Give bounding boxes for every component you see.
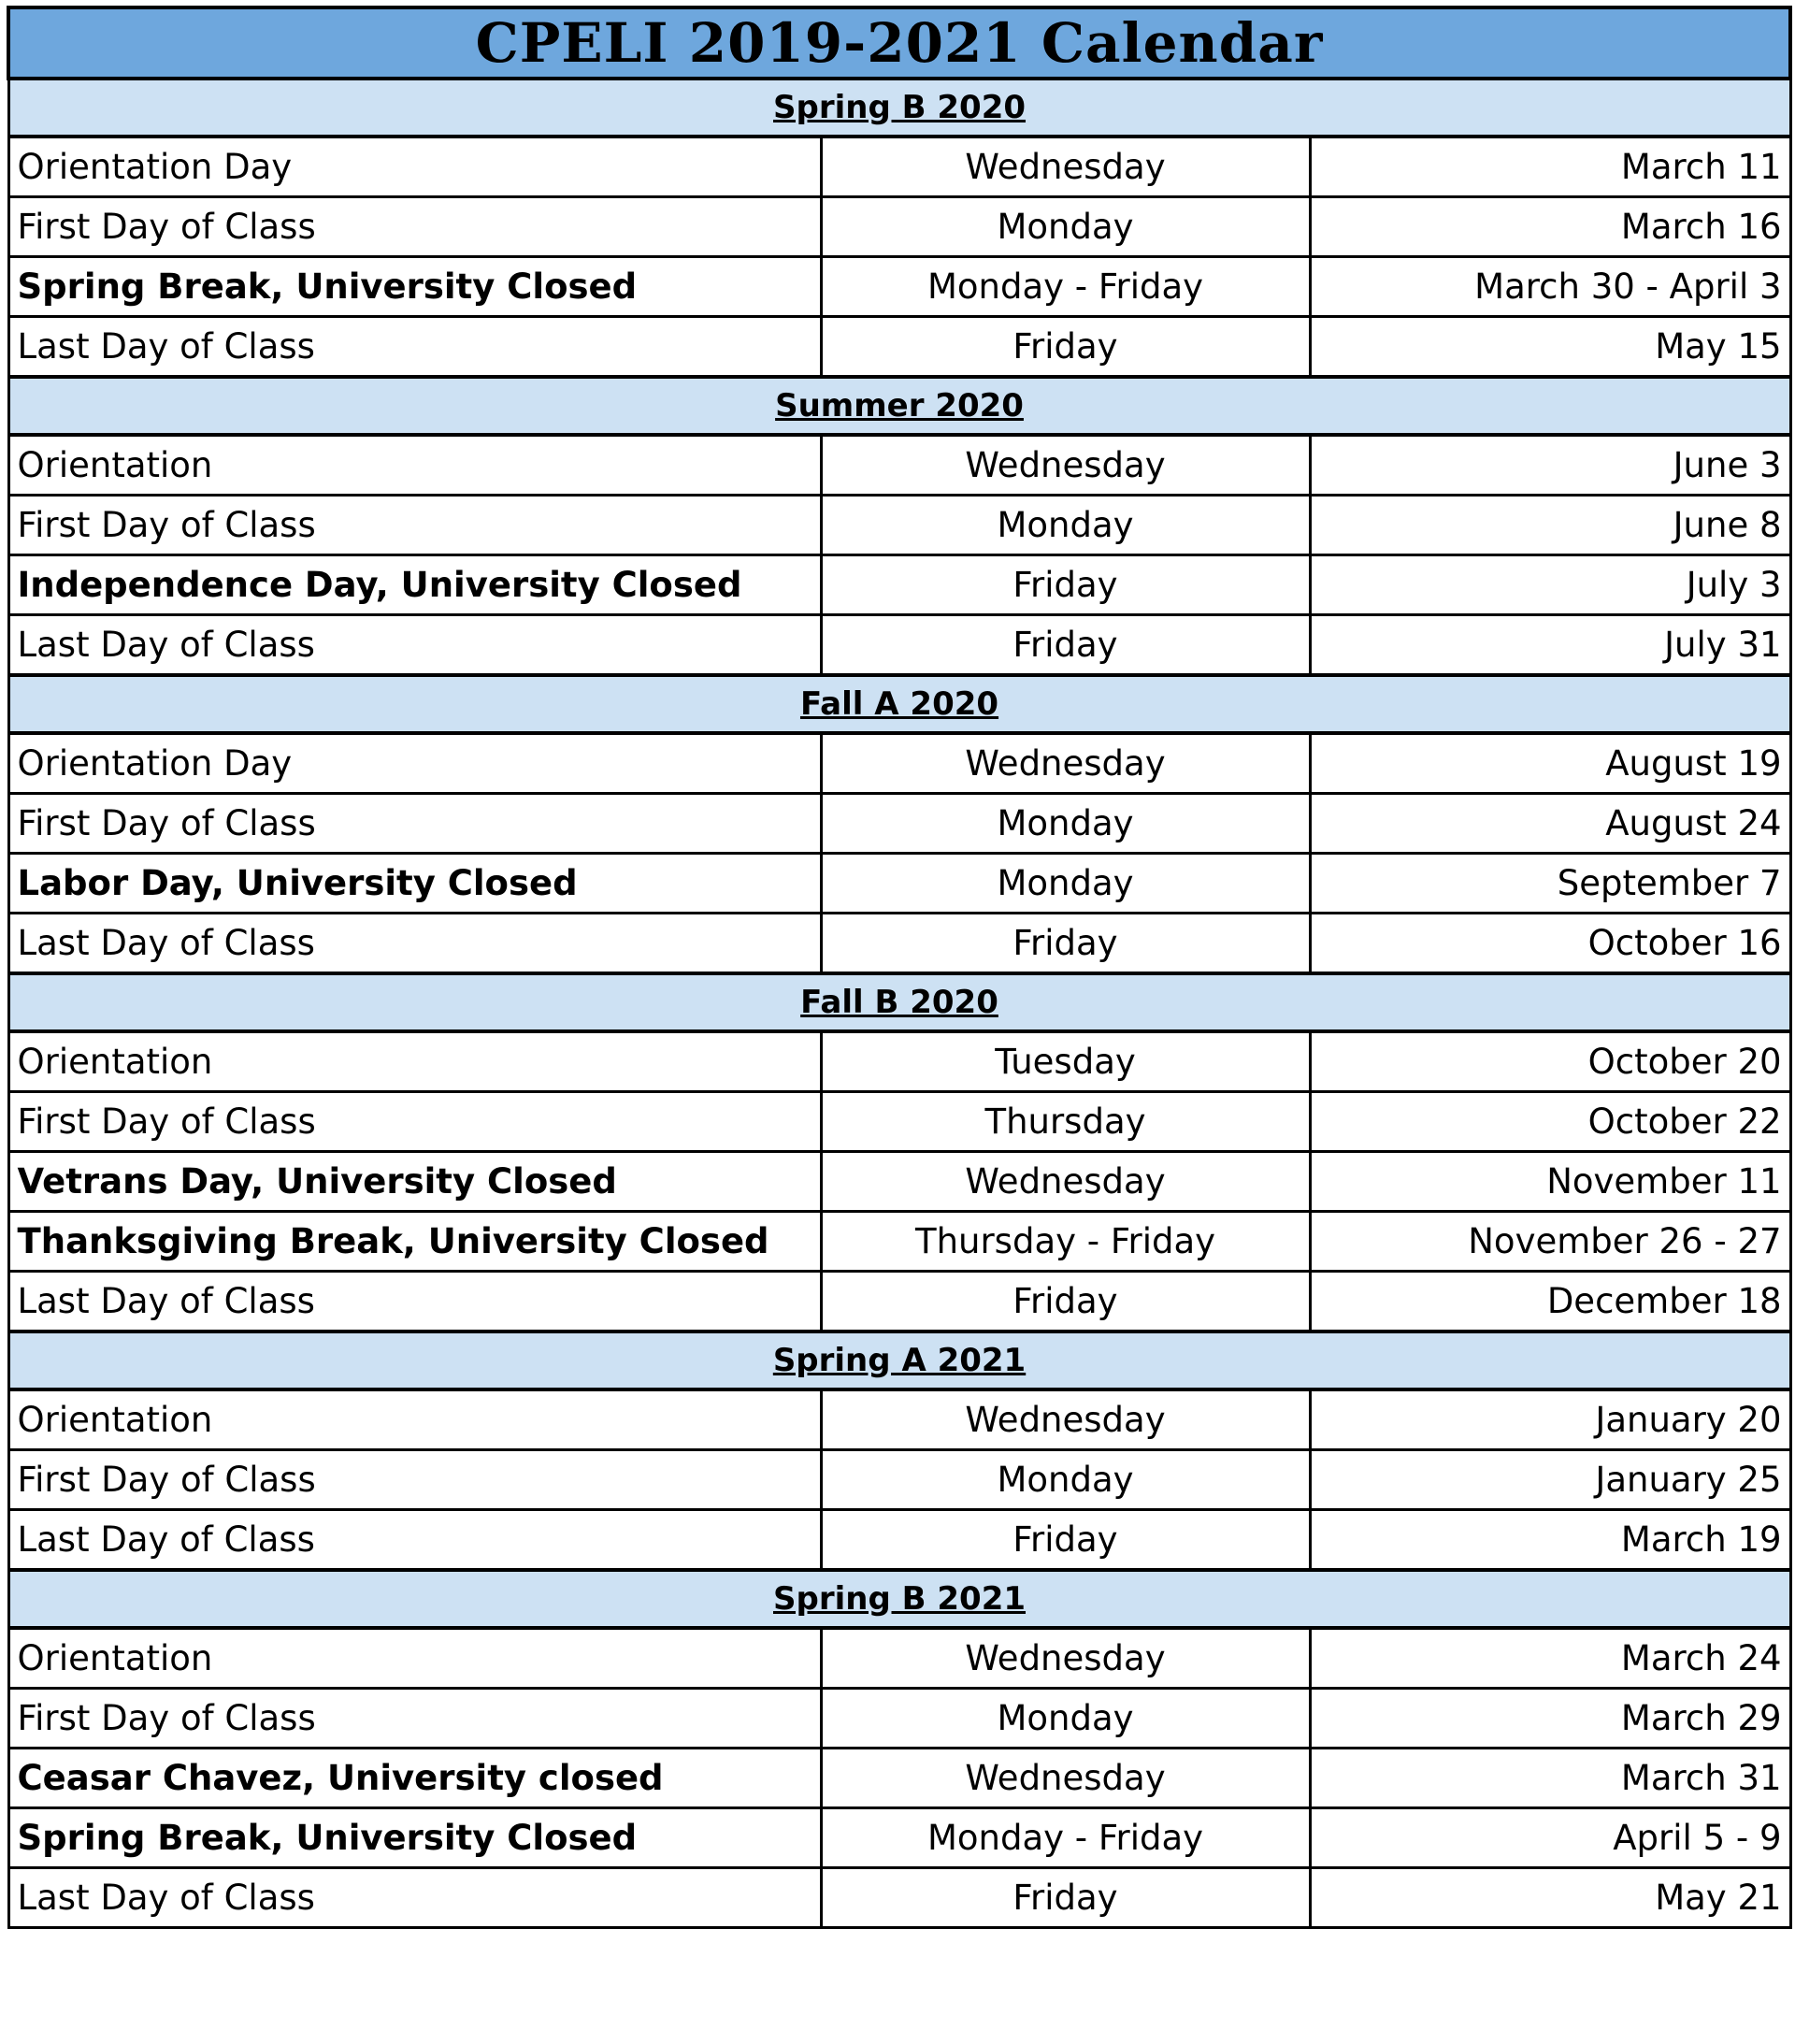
event-cell: Last Day of Class	[8, 1272, 821, 1332]
event-cell: Orientation	[8, 435, 821, 496]
calendar-title: CPELI 2019-2021 Calendar	[8, 7, 1790, 79]
event-cell: First Day of Class	[8, 1689, 821, 1749]
event-cell: First Day of Class	[8, 197, 821, 257]
event-cell: Orientation	[8, 1389, 821, 1450]
table-row	[8, 733, 1790, 794]
section-header-row	[8, 675, 1790, 733]
day-cell: Friday	[821, 1272, 1310, 1332]
event-cell: First Day of Class	[8, 1092, 821, 1152]
event-cell: Vetrans Day, University Closed	[8, 1152, 821, 1212]
event-cell: Orientation Day	[8, 137, 821, 197]
section-title: Summer 2020	[8, 377, 1790, 435]
table-row	[8, 1389, 1790, 1450]
date-cell: August 24	[1310, 794, 1790, 854]
day-cell: Wednesday	[821, 435, 1310, 496]
event-cell: Last Day of Class	[8, 317, 821, 378]
date-cell: July 31	[1310, 615, 1790, 676]
date-cell: June 3	[1310, 435, 1790, 496]
section-title: Fall B 2020	[8, 973, 1790, 1031]
day-cell: Wednesday	[821, 1628, 1310, 1689]
date-cell: January 25	[1310, 1450, 1790, 1510]
day-cell: Friday	[821, 615, 1310, 676]
table-row	[8, 1689, 1790, 1749]
table-row	[8, 257, 1790, 317]
table-row	[8, 615, 1790, 676]
date-cell: December 18	[1310, 1272, 1790, 1332]
table-row	[8, 854, 1790, 914]
calendar-table	[7, 6, 1792, 1929]
day-cell: Friday	[821, 555, 1310, 615]
day-cell: Wednesday	[821, 1152, 1310, 1212]
section-title: Spring A 2021	[8, 1331, 1790, 1389]
day-cell: Monday - Friday	[821, 1808, 1310, 1868]
event-cell: Last Day of Class	[8, 615, 821, 676]
table-row	[8, 1808, 1790, 1868]
section-header-row	[8, 377, 1790, 435]
event-cell: First Day of Class	[8, 496, 821, 555]
date-cell: September 7	[1310, 854, 1790, 914]
date-cell: October 22	[1310, 1092, 1790, 1152]
table-row	[8, 1272, 1790, 1332]
date-cell: March 31	[1310, 1749, 1790, 1808]
table-row	[8, 1450, 1790, 1510]
event-cell: Last Day of Class	[8, 1868, 821, 1928]
day-cell: Friday	[821, 1510, 1310, 1571]
day-cell: Monday - Friday	[821, 257, 1310, 317]
event-cell: First Day of Class	[8, 794, 821, 854]
table-row	[8, 1628, 1790, 1689]
event-cell: Ceasar Chavez, University closed	[8, 1749, 821, 1808]
day-cell: Friday	[821, 1868, 1310, 1928]
table-row	[8, 197, 1790, 257]
event-cell: Last Day of Class	[8, 1510, 821, 1571]
table-row	[8, 1510, 1790, 1571]
event-cell: First Day of Class	[8, 1450, 821, 1510]
day-cell: Wednesday	[821, 1389, 1310, 1450]
table-row	[8, 317, 1790, 378]
day-cell: Monday	[821, 794, 1310, 854]
event-cell: Last Day of Class	[8, 914, 821, 974]
table-row	[8, 435, 1790, 496]
table-row	[8, 1092, 1790, 1152]
date-cell: July 3	[1310, 555, 1790, 615]
day-cell: Monday	[821, 496, 1310, 555]
day-cell: Monday	[821, 1450, 1310, 1510]
event-cell: Thanksgiving Break, University Closed	[8, 1212, 821, 1272]
event-cell: Spring Break, University Closed	[8, 257, 821, 317]
day-cell: Wednesday	[821, 733, 1310, 794]
day-cell: Tuesday	[821, 1031, 1310, 1092]
section-header-row	[8, 1570, 1790, 1628]
date-cell: March 11	[1310, 137, 1790, 197]
date-cell: October 16	[1310, 914, 1790, 974]
table-row	[8, 1749, 1790, 1808]
section-header-row	[8, 1331, 1790, 1389]
date-cell: March 29	[1310, 1689, 1790, 1749]
section-title: Fall A 2020	[8, 675, 1790, 733]
day-cell: Wednesday	[821, 137, 1310, 197]
table-row	[8, 1152, 1790, 1212]
event-cell: Orientation	[8, 1031, 821, 1092]
date-cell: January 20	[1310, 1389, 1790, 1450]
day-cell: Thursday - Friday	[821, 1212, 1310, 1272]
date-cell: October 20	[1310, 1031, 1790, 1092]
date-cell: March 19	[1310, 1510, 1790, 1571]
event-cell: Orientation	[8, 1628, 821, 1689]
event-cell: Independence Day, University Closed	[8, 555, 821, 615]
table-row	[8, 914, 1790, 974]
day-cell: Wednesday	[821, 1749, 1310, 1808]
date-cell: November 11	[1310, 1152, 1790, 1212]
day-cell: Monday	[821, 854, 1310, 914]
table-row	[8, 1868, 1790, 1928]
table-row	[8, 1212, 1790, 1272]
date-cell: August 19	[1310, 733, 1790, 794]
section-header-row	[8, 79, 1790, 137]
table-row	[8, 1031, 1790, 1092]
event-cell: Orientation Day	[8, 733, 821, 794]
day-cell: Monday	[821, 1689, 1310, 1749]
title-row	[8, 7, 1790, 79]
date-cell: March 24	[1310, 1628, 1790, 1689]
table-row	[8, 137, 1790, 197]
date-cell: March 16	[1310, 197, 1790, 257]
table-row	[8, 555, 1790, 615]
date-cell: November 26 - 27	[1310, 1212, 1790, 1272]
calendar-body	[8, 7, 1790, 1928]
event-cell: Labor Day, University Closed	[8, 854, 821, 914]
date-cell: May 21	[1310, 1868, 1790, 1928]
date-cell: April 5 - 9	[1310, 1808, 1790, 1868]
day-cell: Friday	[821, 317, 1310, 378]
table-row	[8, 794, 1790, 854]
day-cell: Friday	[821, 914, 1310, 974]
section-title: Spring B 2020	[8, 79, 1790, 137]
date-cell: May 15	[1310, 317, 1790, 378]
event-cell: Spring Break, University Closed	[8, 1808, 821, 1868]
date-cell: March 30 - April 3	[1310, 257, 1790, 317]
section-title: Spring B 2021	[8, 1570, 1790, 1628]
day-cell: Thursday	[821, 1092, 1310, 1152]
day-cell: Monday	[821, 197, 1310, 257]
section-header-row	[8, 973, 1790, 1031]
table-row	[8, 496, 1790, 555]
date-cell: June 8	[1310, 496, 1790, 555]
